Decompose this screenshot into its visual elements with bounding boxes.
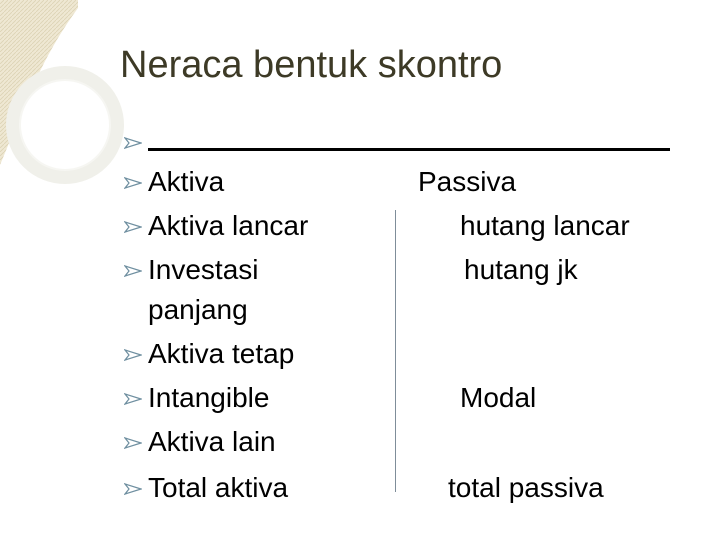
total-passiva-label: total passiva (448, 472, 604, 503)
total-aktiva-label: Total aktiva (148, 472, 289, 503)
hollow-arrow-bullet-icon (124, 348, 142, 362)
hollow-arrow-bullet-icon (124, 220, 142, 234)
hollow-arrow-bullet-icon (124, 436, 142, 450)
hollow-arrow-bullet-icon (124, 482, 142, 496)
hollow-arrow-bullet-icon (124, 176, 142, 190)
modal-label: Modal (460, 382, 537, 413)
passiva-label: Passiva (418, 166, 517, 197)
hutang-jk-label: hutang jk (464, 254, 578, 285)
aktiva-tetap-label: Aktiva tetap (148, 338, 295, 369)
aktiva-label: Aktiva (148, 166, 225, 197)
hollow-arrow-bullet-icon (124, 136, 142, 150)
intangible-label: Intangible (148, 382, 270, 413)
investasi-continuation-label: panjang (148, 294, 248, 325)
aktiva-lancar-label: Aktiva lancar (148, 210, 309, 241)
decorative-ring (13, 73, 117, 177)
hollow-arrow-bullet-icon (124, 264, 142, 278)
column-divider (395, 210, 396, 492)
slide-title: Neraca bentuk skontro (120, 44, 503, 86)
horizontal-rule (148, 148, 670, 151)
aktiva-lain-label: Aktiva lain (148, 426, 276, 457)
hutang-lancar-label: hutang lancar (460, 210, 630, 241)
hollow-arrow-bullet-icon (124, 392, 142, 406)
investasi-label: Investasi (148, 254, 259, 285)
